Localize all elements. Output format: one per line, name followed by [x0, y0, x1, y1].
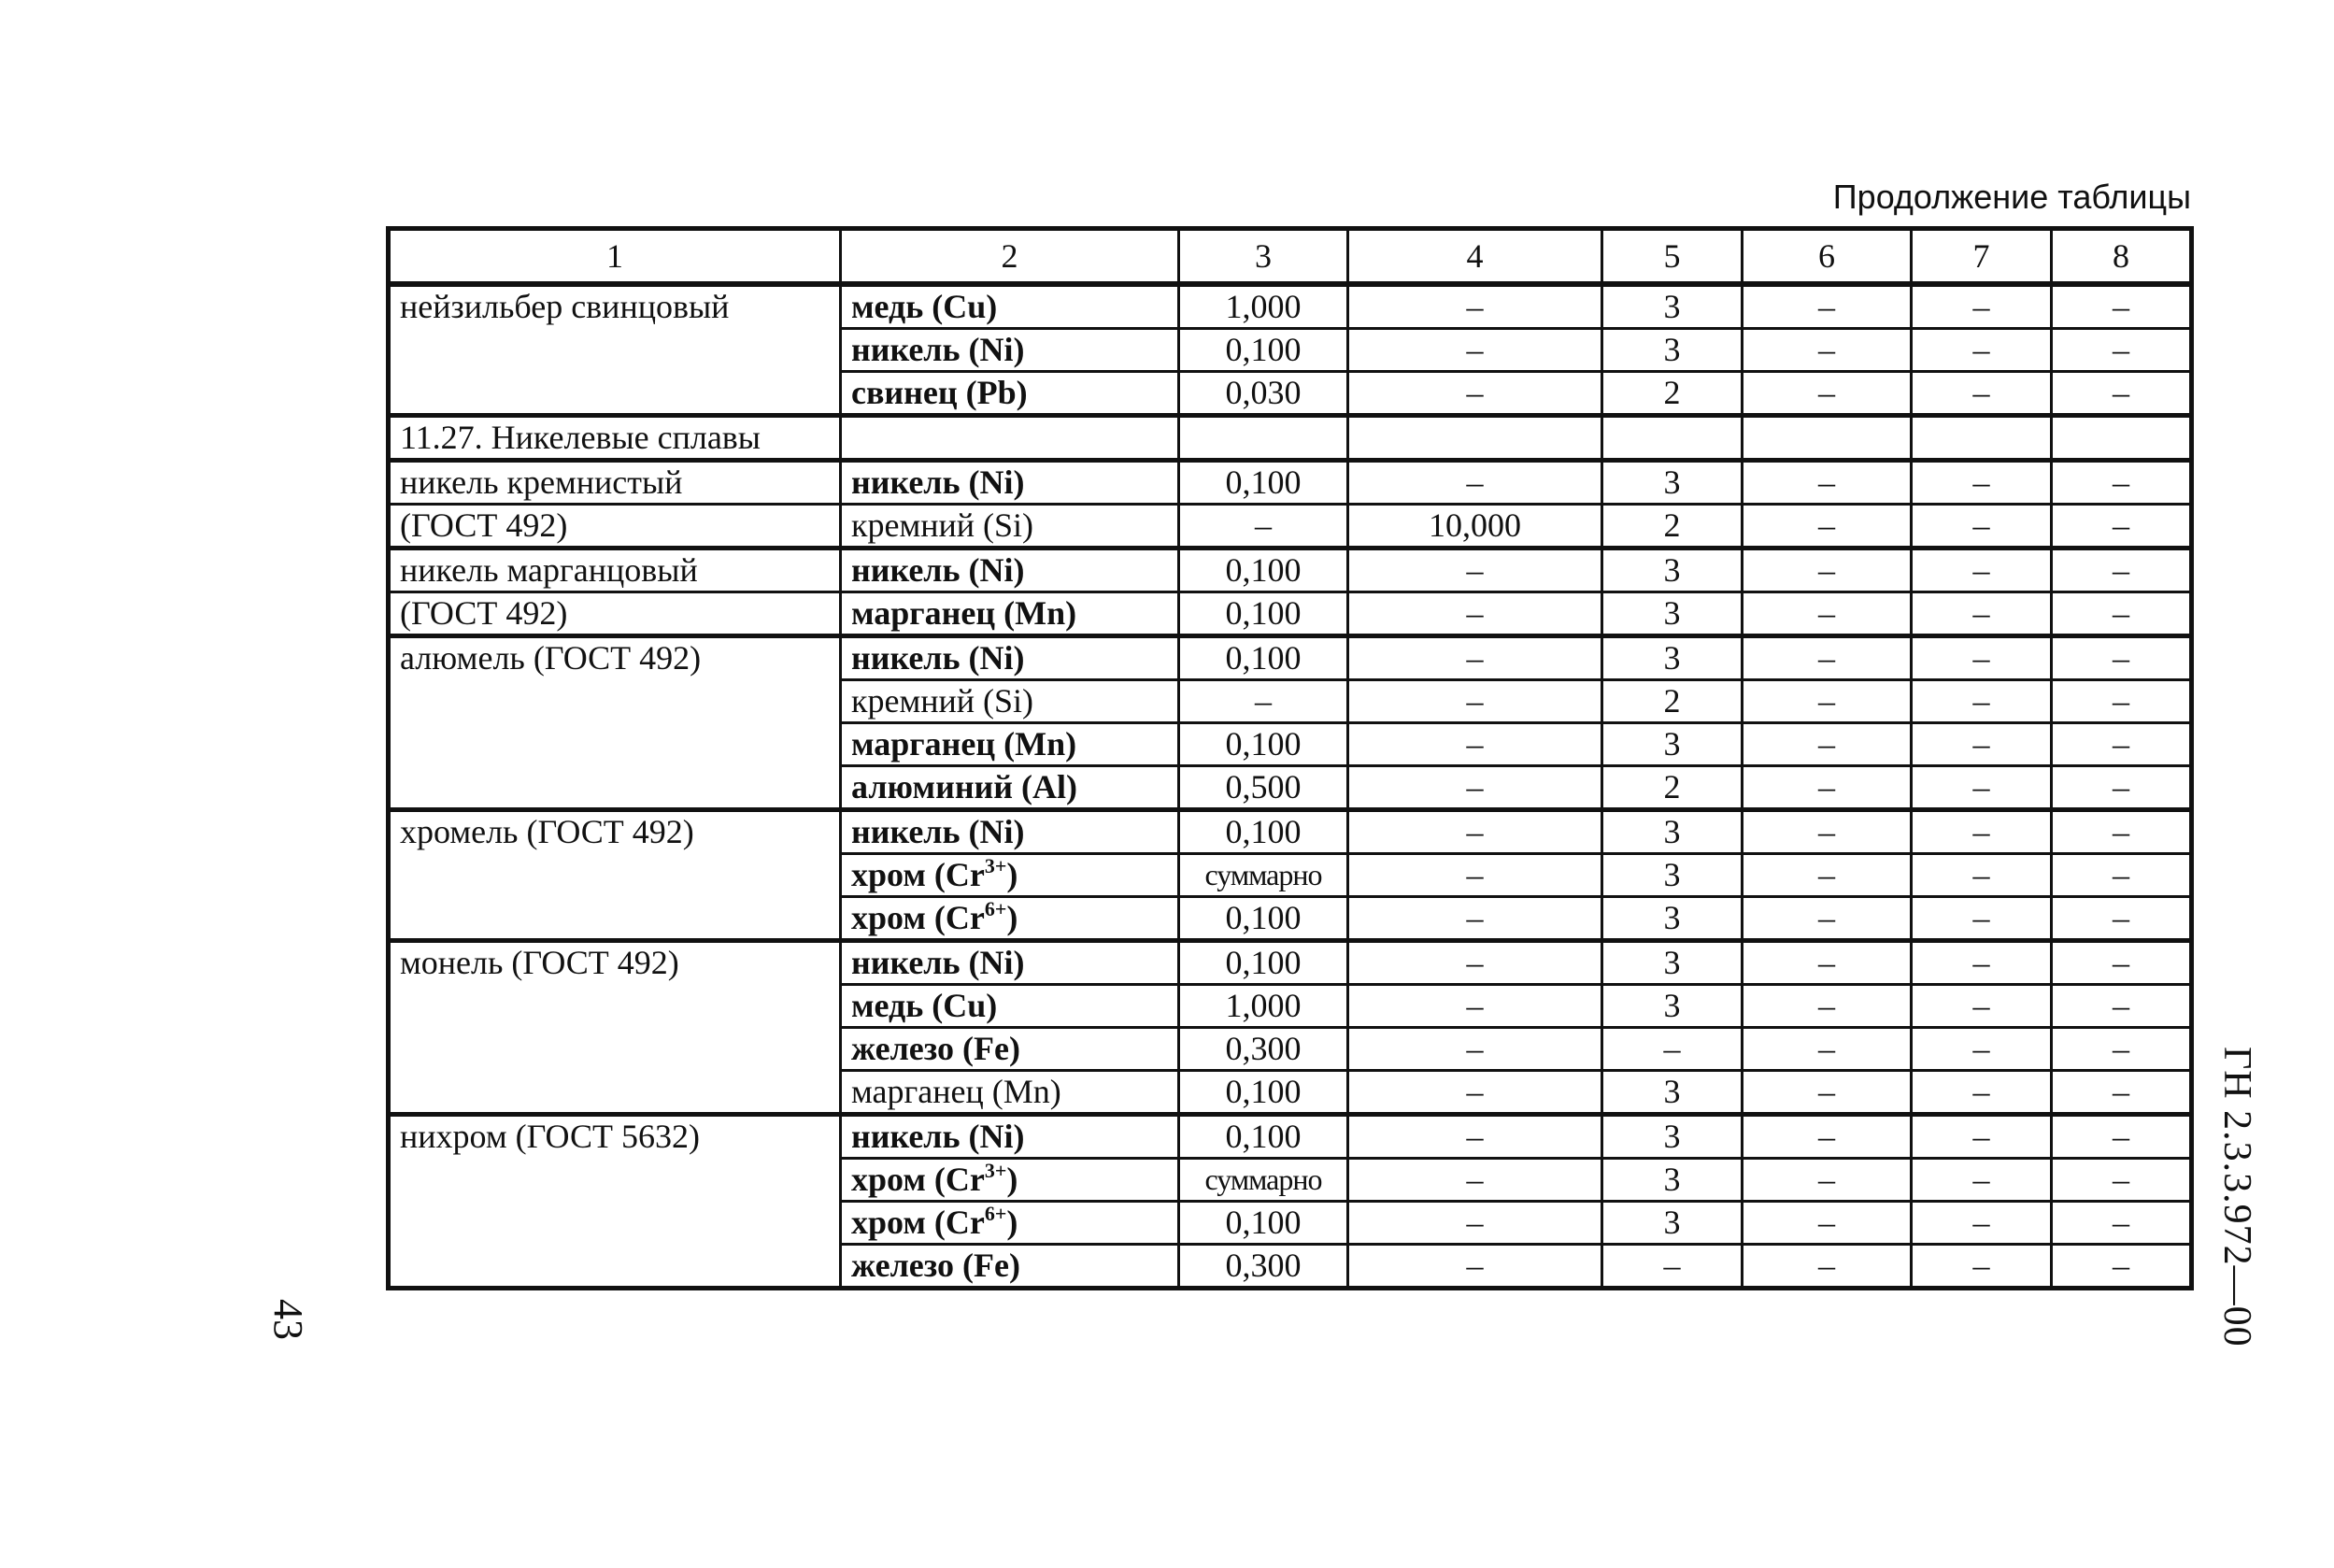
element-label: свинец (Pb): [851, 374, 1028, 411]
value-col-8: –: [2052, 505, 2192, 549]
value-col-8: –: [2052, 723, 2192, 766]
value-col-5: 3: [1602, 461, 1743, 505]
value-col-5: 3: [1602, 549, 1743, 592]
value-col-5: 3: [1602, 1071, 1743, 1115]
material-name: монель (ГОСТ 492): [389, 941, 841, 1115]
element-name: [841, 461, 1179, 505]
value-col-5: 3: [1602, 941, 1743, 985]
column-header-2: 2: [841, 229, 1179, 285]
element-name: [841, 372, 1179, 416]
element-name: [841, 1115, 1179, 1159]
value-col-5: 3: [1602, 592, 1743, 636]
value-col-6: –: [1743, 1028, 1912, 1071]
value-col-7: –: [1912, 636, 2052, 680]
material-name: никель кремнистый: [389, 461, 841, 505]
value-col-5: 2: [1602, 766, 1743, 810]
element-label: хром (Cr: [851, 1204, 985, 1241]
element-name: [841, 505, 1179, 549]
value-col-3: 1,000: [1179, 284, 1348, 329]
value-col-7: –: [1912, 549, 2052, 592]
value-col-5: 2: [1602, 505, 1743, 549]
value-col-3: 0,500: [1179, 766, 1348, 810]
element-name: [841, 416, 1179, 461]
value-col-3: 0,100: [1179, 941, 1348, 985]
value-col-5: [1602, 416, 1743, 461]
value-col-6: –: [1743, 1245, 1912, 1289]
value-col-5: 2: [1602, 680, 1743, 723]
element-label: железо (Fe): [851, 1247, 1020, 1284]
value-col-5: –: [1602, 1245, 1743, 1289]
value-col-7: –: [1912, 766, 2052, 810]
value-col-4: –: [1348, 1028, 1602, 1071]
value-col-6: –: [1743, 592, 1912, 636]
element-label: никель (Ni): [851, 463, 1025, 501]
value-col-4: –: [1348, 1159, 1602, 1202]
element-label: кремний (Si): [851, 682, 1034, 720]
value-col-4: –: [1348, 723, 1602, 766]
value-col-4: –: [1348, 897, 1602, 941]
value-col-8: –: [2052, 549, 2192, 592]
value-col-6: –: [1743, 766, 1912, 810]
value-col-4: –: [1348, 636, 1602, 680]
value-col-6: –: [1743, 636, 1912, 680]
element-label-tail: ): [1006, 899, 1018, 936]
value-col-7: –: [1912, 723, 2052, 766]
value-col-7: –: [1912, 810, 2052, 854]
element-label: железо (Fe): [851, 1030, 1020, 1067]
material-name: нейзильбер свинцовый: [389, 284, 841, 416]
value-col-4: –: [1348, 592, 1602, 636]
value-col-8: –: [2052, 1115, 2192, 1159]
value-col-8: –: [2052, 372, 2192, 416]
value-col-3: 0,030: [1179, 372, 1348, 416]
value-col-8: –: [2052, 985, 2192, 1028]
value-col-6: –: [1743, 897, 1912, 941]
material-name: хромель (ГОСТ 492): [389, 810, 841, 941]
value-col-5: 3: [1602, 329, 1743, 372]
charge-superscript: 6+: [984, 897, 1007, 920]
value-col-7: –: [1912, 592, 2052, 636]
table-row: [389, 284, 2192, 329]
value-col-8: –: [2052, 461, 2192, 505]
table-row: [389, 941, 2192, 985]
value-col-6: –: [1743, 461, 1912, 505]
value-col-5: 3: [1602, 1202, 1743, 1245]
material-name: нихром (ГОСТ 5632): [389, 1115, 841, 1289]
table-caption: Продолжение таблицы: [1832, 178, 2191, 216]
value-col-8: –: [2052, 680, 2192, 723]
element-label: никель (Ni): [851, 1118, 1025, 1155]
element-label: никель (Ni): [851, 639, 1025, 677]
value-col-5: 3: [1602, 723, 1743, 766]
charge-superscript: 3+: [984, 854, 1007, 877]
value-col-6: –: [1743, 1115, 1912, 1159]
value-col-3: 0,100: [1179, 636, 1348, 680]
value-col-5: 3: [1602, 1115, 1743, 1159]
value-col-6: –: [1743, 1202, 1912, 1245]
value-col-8: –: [2052, 636, 2192, 680]
element-label: никель (Ni): [851, 944, 1025, 981]
value-col-8: –: [2052, 1245, 2192, 1289]
material-name: (ГОСТ 492): [389, 592, 841, 636]
element-label: марганец (Mn): [851, 1073, 1061, 1110]
value-col-5: 3: [1602, 810, 1743, 854]
table-row: [389, 592, 2192, 636]
value-col-8: [2052, 416, 2192, 461]
value-col-3: суммарно: [1179, 854, 1348, 897]
element-name: [841, 1159, 1179, 1202]
value-col-4: –: [1348, 284, 1602, 329]
value-col-6: –: [1743, 810, 1912, 854]
element-name: [841, 592, 1179, 636]
element-label: медь (Cu): [851, 288, 998, 325]
value-col-3: 0,100: [1179, 549, 1348, 592]
element-name: [841, 284, 1179, 329]
element-label: алюминий (Al): [851, 768, 1078, 805]
value-col-6: –: [1743, 854, 1912, 897]
column-header-1: 1: [389, 229, 841, 285]
value-col-4: –: [1348, 985, 1602, 1028]
material-name: алюмель (ГОСТ 492): [389, 636, 841, 810]
element-label-tail: ): [1006, 856, 1018, 893]
value-col-5: 3: [1602, 636, 1743, 680]
value-col-7: –: [1912, 680, 2052, 723]
value-col-7: –: [1912, 505, 2052, 549]
value-col-7: –: [1912, 284, 2052, 329]
material-name: 11.27. Никелевые сплавы: [389, 416, 841, 461]
value-col-3: 0,100: [1179, 723, 1348, 766]
value-col-6: –: [1743, 941, 1912, 985]
value-col-8: –: [2052, 1159, 2192, 1202]
value-col-6: –: [1743, 284, 1912, 329]
element-name: [841, 636, 1179, 680]
element-name: [841, 1071, 1179, 1115]
column-header-3: 3: [1179, 229, 1348, 285]
value-col-8: –: [2052, 1028, 2192, 1071]
value-col-5: 3: [1602, 1159, 1743, 1202]
value-col-8: –: [2052, 284, 2192, 329]
value-col-4: –: [1348, 941, 1602, 985]
value-col-7: –: [1912, 854, 2052, 897]
value-col-6: –: [1743, 680, 1912, 723]
table-header: [389, 229, 2192, 285]
value-col-8: –: [2052, 1202, 2192, 1245]
table-row: [389, 636, 2192, 680]
element-label: медь (Cu): [851, 987, 998, 1024]
value-col-3: –: [1179, 680, 1348, 723]
value-col-7: –: [1912, 329, 2052, 372]
value-col-3: 0,100: [1179, 329, 1348, 372]
value-col-3: 0,100: [1179, 592, 1348, 636]
document-code: ГН 2.3.3.972—00: [2215, 1047, 2258, 1347]
value-col-3: 0,300: [1179, 1028, 1348, 1071]
column-header-4: 4: [1348, 229, 1602, 285]
table-row: [389, 549, 2192, 592]
value-col-7: –: [1912, 1115, 2052, 1159]
element-label: хром (Cr: [851, 1161, 985, 1198]
hygienic-norms-table: [386, 226, 2194, 1290]
value-col-3: 1,000: [1179, 985, 1348, 1028]
element-name: [841, 1202, 1179, 1245]
value-col-3: 0,100: [1179, 1115, 1348, 1159]
element-label: никель (Ni): [851, 813, 1025, 850]
value-col-4: –: [1348, 680, 1602, 723]
value-col-6: –: [1743, 1071, 1912, 1115]
value-col-6: –: [1743, 372, 1912, 416]
value-col-3: суммарно: [1179, 1159, 1348, 1202]
value-col-3: 0,100: [1179, 810, 1348, 854]
value-col-8: –: [2052, 941, 2192, 985]
element-label: хром (Cr: [851, 899, 985, 936]
value-col-3: 0,100: [1179, 1071, 1348, 1115]
value-col-4: –: [1348, 372, 1602, 416]
value-col-5: 3: [1602, 854, 1743, 897]
value-col-7: –: [1912, 941, 2052, 985]
table-row: [389, 461, 2192, 505]
value-col-3: 0,100: [1179, 461, 1348, 505]
value-col-8: –: [2052, 329, 2192, 372]
value-col-4: –: [1348, 461, 1602, 505]
element-name: [841, 897, 1179, 941]
element-name: [841, 985, 1179, 1028]
value-col-5: 3: [1602, 985, 1743, 1028]
material-name: никель марганцовый: [389, 549, 841, 592]
column-header-7: 7: [1912, 229, 2052, 285]
element-label: никель (Ni): [851, 331, 1025, 368]
value-col-4: –: [1348, 1202, 1602, 1245]
column-header-5: 5: [1602, 229, 1743, 285]
element-label: марганец (Mn): [851, 725, 1077, 763]
value-col-7: –: [1912, 985, 2052, 1028]
element-name: [841, 1245, 1179, 1289]
value-col-8: –: [2052, 854, 2192, 897]
value-col-3: –: [1179, 505, 1348, 549]
value-col-8: –: [2052, 766, 2192, 810]
element-name: [841, 723, 1179, 766]
table-row: [389, 505, 2192, 549]
value-col-7: –: [1912, 372, 2052, 416]
value-col-7: [1912, 416, 2052, 461]
value-col-3: 0,100: [1179, 897, 1348, 941]
element-label-tail: ): [1006, 1161, 1018, 1198]
element-name: [841, 680, 1179, 723]
charge-superscript: 3+: [984, 1159, 1007, 1182]
value-col-4: –: [1348, 549, 1602, 592]
table-body: [389, 284, 2192, 1289]
value-col-8: –: [2052, 592, 2192, 636]
value-col-4: –: [1348, 1071, 1602, 1115]
value-col-6: –: [1743, 505, 1912, 549]
column-header-8: 8: [2052, 229, 2192, 285]
value-col-4: –: [1348, 329, 1602, 372]
value-col-4: [1348, 416, 1602, 461]
value-col-8: –: [2052, 810, 2192, 854]
element-name: [841, 329, 1179, 372]
value-col-6: –: [1743, 985, 1912, 1028]
element-name: [841, 941, 1179, 985]
value-col-4: –: [1348, 1115, 1602, 1159]
table-row: [389, 416, 2192, 461]
value-col-7: –: [1912, 897, 2052, 941]
page-number: 43: [265, 1299, 311, 1340]
element-label: марганец (Mn): [851, 594, 1077, 632]
value-col-3: 0,100: [1179, 1202, 1348, 1245]
value-col-7: –: [1912, 1028, 2052, 1071]
element-name: [841, 1028, 1179, 1071]
value-col-7: –: [1912, 1202, 2052, 1245]
value-col-7: –: [1912, 461, 2052, 505]
element-label: кремний (Si): [851, 506, 1034, 544]
value-col-4: –: [1348, 854, 1602, 897]
table-row: [389, 1115, 2192, 1159]
value-col-5: 3: [1602, 897, 1743, 941]
value-col-7: –: [1912, 1071, 2052, 1115]
value-col-3: 0,300: [1179, 1245, 1348, 1289]
value-col-6: –: [1743, 723, 1912, 766]
charge-superscript: 6+: [984, 1202, 1007, 1225]
value-col-5: 3: [1602, 284, 1743, 329]
value-col-4: –: [1348, 766, 1602, 810]
element-name: [841, 810, 1179, 854]
element-label-tail: ): [1006, 1204, 1018, 1241]
element-name: [841, 766, 1179, 810]
element-name: [841, 854, 1179, 897]
value-col-4: –: [1348, 1245, 1602, 1289]
value-col-6: –: [1743, 549, 1912, 592]
value-col-6: [1743, 416, 1912, 461]
value-col-5: 2: [1602, 372, 1743, 416]
value-col-7: –: [1912, 1159, 2052, 1202]
value-col-3: [1179, 416, 1348, 461]
value-col-4: 10,000: [1348, 505, 1602, 549]
value-col-4: –: [1348, 810, 1602, 854]
element-label: хром (Cr: [851, 856, 985, 893]
element-label: никель (Ni): [851, 551, 1025, 589]
column-header-6: 6: [1743, 229, 1912, 285]
material-name: (ГОСТ 492): [389, 505, 841, 549]
value-col-8: –: [2052, 1071, 2192, 1115]
element-name: [841, 549, 1179, 592]
value-col-6: –: [1743, 329, 1912, 372]
header-row: [389, 229, 2192, 285]
value-col-5: –: [1602, 1028, 1743, 1071]
table-row: [389, 810, 2192, 854]
value-col-8: –: [2052, 897, 2192, 941]
value-col-7: –: [1912, 1245, 2052, 1289]
value-col-6: –: [1743, 1159, 1912, 1202]
